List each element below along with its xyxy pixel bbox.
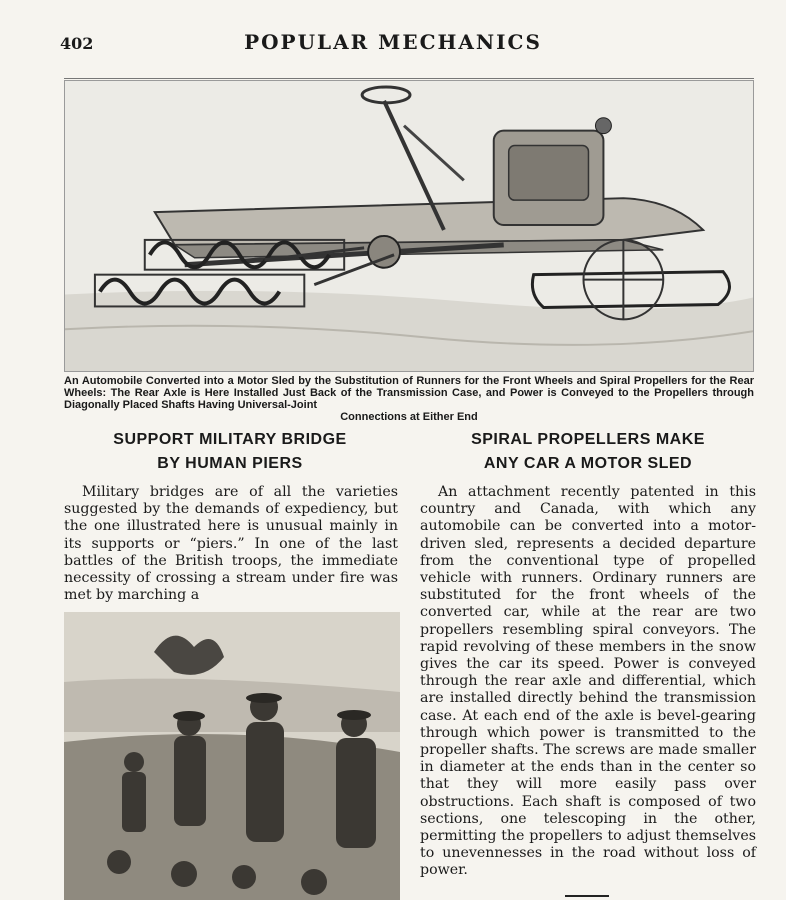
running-head: POPULAR MECHANICS xyxy=(244,30,542,54)
left-article-heading xyxy=(64,428,396,476)
page-number: 402 xyxy=(60,34,94,53)
motor-sled-drawing xyxy=(65,81,753,371)
right-article-paragraph: An attachment recently patented in this country and Canada, with which any automobile can be converted into a motor-driven sled, represents a decided departure from the conventional type of propelled vehicle with runners. Ordinary runners are substituted for the front wheels of the converted car, while at the rear are two propellers resembling spiral conveyors. The rapid revolving of these members in the snow gives the car its speed. Power is conveyed through the rear axle and differential, which are installed directly behind the transmission case. At each end of the axle is bevel-gearing through which power is transmitted to the propeller shafts. The screws are made smaller in diameter at the ends than in the center so that they will more easily pass over obstructions. Each shaft is composed of two sections, one telescoping in the other, permitting the propellers to adjust themselves to unevennesses in the road without loss of power. xyxy=(420,484,756,879)
soldiers-illustration xyxy=(64,612,400,900)
header-rule xyxy=(64,78,754,79)
soldiers-drawing xyxy=(64,612,400,900)
left-article-body xyxy=(64,484,398,604)
right-heading-line-2: ANY CAR A MOTOR SLED xyxy=(483,455,693,472)
article-end-rule xyxy=(565,895,609,897)
left-heading-line-1: SUPPORT MILITARY BRIDGE xyxy=(113,431,347,448)
right-heading-line-1: SPIRAL PROPELLERS MAKE xyxy=(471,431,705,448)
left-article-paragraph: Military bridges are of all the varieties suggested by the demands of expediency, but the one illustrated here is unusual mainly in its supports or “piers.” In one of the last battles of the British troops, the immediate necessity of crossing a stream under fire was met by marching a xyxy=(64,484,398,604)
left-heading-line-2: BY HUMAN PIERS xyxy=(157,455,303,472)
right-article-heading xyxy=(422,428,754,476)
caption-text: An Automobile Converted into a Motor Sled by the Substitution of Runners for the Front Wheels and Spiral Propellers for the Rear Wheels: The Rear Axle is Here Installed Just Back of the Transmission Case, and Power is Conveyed to the Propellers through Diagonally Placed Shafts Having Universal-Joint xyxy=(64,375,754,411)
figure-caption xyxy=(64,375,754,423)
right-article-body xyxy=(420,484,756,880)
caption-last-line: Connections at Either End xyxy=(340,411,478,423)
motor-sled-illustration xyxy=(64,80,754,372)
